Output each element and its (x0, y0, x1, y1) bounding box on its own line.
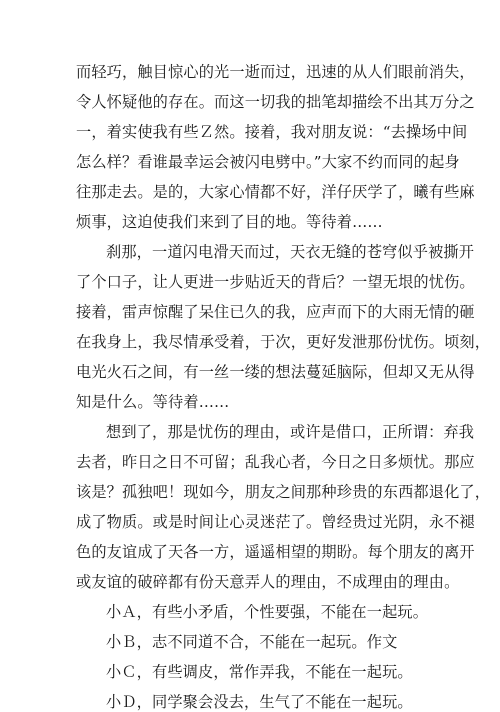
text-line: 想到了，那是忧伤的理由，或许是借口，正所谓：弃我 (106, 423, 475, 441)
text-line: 小Ｃ，有些调皮，常作弄我，不能在一起玩。 (106, 663, 413, 681)
text-line: 了个口子，让人更进一步贴近天的背后？一望无垠的忧伤。 (76, 273, 475, 291)
text-line: 烦事，这迫使我们来到了目的地。等待着…… (76, 213, 383, 231)
text-line: 接着，雷声惊醒了呆住已久的我，应声而下的大雨无情的砸 (76, 303, 475, 321)
text-line: 成了物质。或是时间让心灵迷茫了。曾经贵过光阴，永不褪 (76, 513, 475, 531)
text-line: 知是什么。等待着…… (76, 393, 230, 411)
text-line: 令人怀疑他的存在。而这一切我的拙笔却描绘不出其万分之 (76, 93, 475, 111)
text-line: 或友谊的破碎都有份天意弄人的理由，不成理由的理由。 (76, 573, 460, 591)
text-line: 一，着实使我有些Ｚ然。接着，我对朋友说：“去操场中间 (76, 123, 468, 141)
text-line: 小Ｂ，志不同道不合，不能在一起玩。作文 (106, 633, 398, 651)
text-line: 色的友谊成了天各一方，遥遥相望的期盼。每个朋友的离开 (76, 543, 475, 561)
text-line: 去者，昨日之日不可留；乱我心者，今日之日多烦忧。那应 (76, 453, 475, 471)
text-line: 小Ａ，有些小矛盾，个性要强，不能在一起玩。 (106, 603, 429, 621)
text-line: 往那走去。是的，大家心情都不好，洋仔厌学了，曦有些麻 (76, 183, 475, 201)
text-line: 小Ｄ，同学聚会没去，生气了不能在一起玩。 (106, 693, 413, 711)
text-line: 电光火石之间，有一丝一缕的想法蔓延脑际，但却又无从得 (76, 363, 475, 381)
text-line: 在我身上，我尽情承受着，于次，更好发泄那份忧伤。顷刻， (76, 333, 491, 351)
text-line: 怎么样？看谁最幸运会被闪电劈中。”大家不约而同的起身 (76, 153, 460, 171)
text-line: 刹那，一道闪电滑天而过，天衣无缝的苍穹似乎被撕开 (106, 243, 475, 261)
text-line: 而轻巧，触目惊心的光一逝而过，迅速的从人们眼前消失， (76, 63, 475, 81)
text-line: 该是？孤独吧！现如今，朋友之间那种珍贵的东西都退化了， (76, 483, 491, 501)
